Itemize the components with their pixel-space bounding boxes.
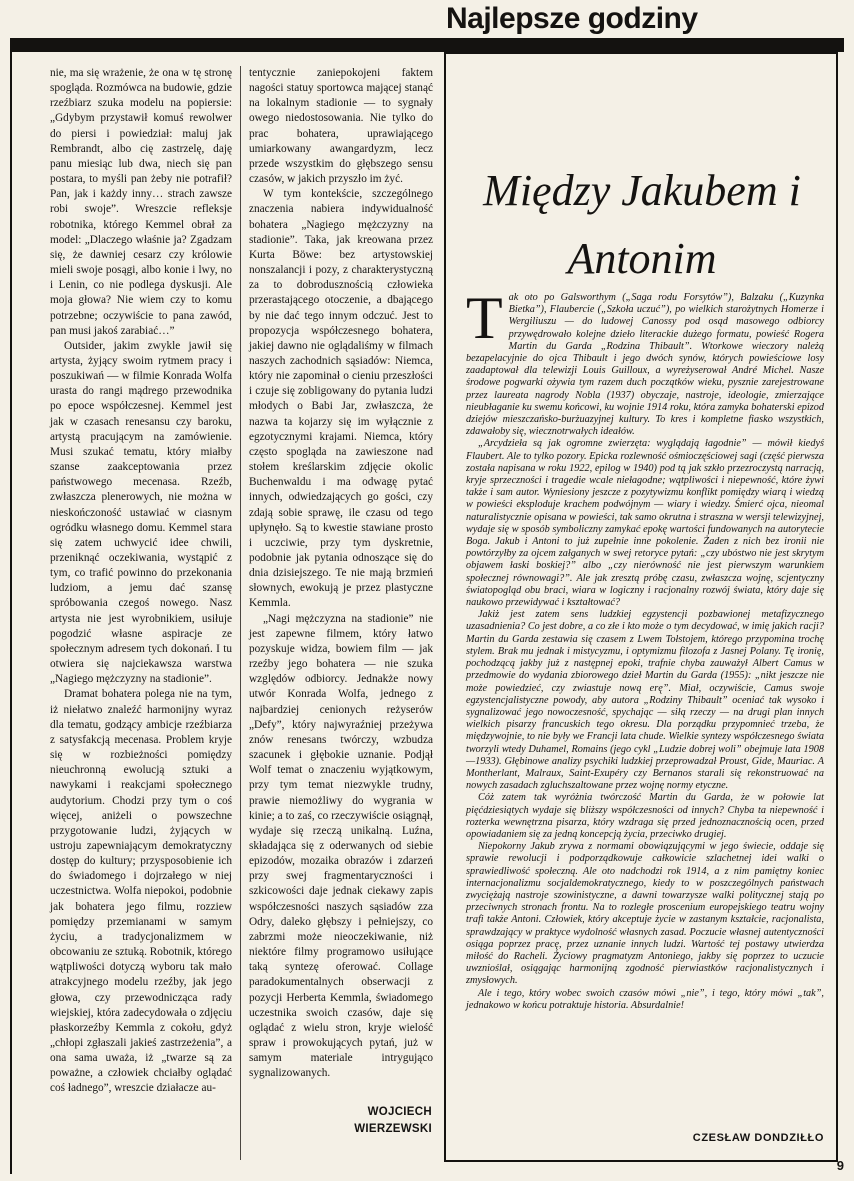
margin-rule <box>10 52 12 1174</box>
paragraph: nie, ma się wrażenie, że ona w tę stronę spogląda. Rozmówca na budowie, gdzie rzeźbiarz szuka modelu na popiersie: „Gdybym przystawił komuś rewolwer do piersi i powiedział: maluj jak Rembrandt, albo cię zastrzelę, daję panu miesiąc lub dwa, niech się pan postara, to myśli pan żeby nie potrafił? Pan, jak i każdy inny… strach zawsze robi swoje”. Wreszcie refleksje robotnika, którego Kemmel obrał za model: „Dlaczego właśnie ja? Zgadzam się, że dawniej cesarz czy królowie mieli swoje posągi, albo konie i lwy, no i Lenin, co nie podlega dyskusji. Ale moja głowa? Nie wiem czy to komu potrzebne; oczywiście to pana zawód, pan musi jakoś zarabiać…” <box>50 67 232 337</box>
left-article-author: WOJCIECH WIERZEWSKI <box>354 1106 432 1135</box>
right-article-author: CZESŁAW DONDZIŁŁO <box>692 1132 824 1144</box>
left-article-column-2 <box>249 66 433 1081</box>
paragraph <box>466 285 824 438</box>
paragraph: tentycznie zaniepokojeni faktem nagości statuy sportowca mającej stanąć na lokalnym stadionie — to sygnały owego niedostosowania. Nie tylko do prac bohatera, uprawiającego umiarkowany awangardyzm, lecz przede wszystkim do głębszego sensu czasów, w jakich przyszło im żyć. <box>249 67 433 186</box>
right-article-body <box>466 285 824 1012</box>
paragraph: Niepokorny Jakub zrywa z normami obowiązującymi w jego świecie, oddaje się sprawie rewolucji i podporządkowuje całkowicie szlachetnej idei walki o sprawiedliwość społeczną. Ale oto nadchodzi rok 1914, a z nim pamiętny koniec internacjonalizmu socjaldemokratycznego, kiedy to w poszczególnych państwach zwyciężają nastroje szowinistyczne, a dawni towarzysze walki politycznej stają po przeciwnych stronach frontu. Na to rozległe proscenium europejskiego teatru wojny trafi także Antoni. Człowiek, który akceptuje życie w zastanym kształcie, racjonalista, sprawdzający w praktyce wydolność własnych zasad. Poczucie własnej autentyczności osiąga poprzez pracę, przez uznanie innych ludzi. Wartość tej postawy utwierdza miłość do Racheli. Życiowy pragmatyzm Antoniego, jakby się poprzez to uczucie uwznioślał, osiągając harmonijną zgodność pierwiastków racjonalistycznych i zmysłowych. <box>466 841 824 987</box>
paragraph: „Nagi mężczyzna na stadionie” nie jest zapewne filmem, który łatwo pozyskuje widza, bowiem film — jak rzeźby jego bohatera — nie szuka względów odbiorcy. Jednakże nowy utwór Konrada Wolfa, jednego z najbardziej cenionych reżyserów „Defy”, który najwyraźniej przeżywa znów renesans twórczy, wzbudza szacunek i głębokie uznanie. Podjął Wolf temat o znaczeniu wyjątkowym, przy tym temat niezwykle trudny, prawie niemożliwy do wygrania w kinie; a to zaś, co rzeczywiście osiągnął, wydaje się rzeczą unikalną. Luźna, składająca się z oderwanych od siebie epizodów, mozaika obrazów i zdarzeń przy swej fragmentaryczności i szkicowości daje jednak ciekawy zapis współczesności naszych sąsiadów zza Odry, daleko głębszy i pełniejszy, co zabrzmi może nieoczekiwanie, niż niektóre filmy programowo usiłujące taką syntezę oferować. Collage paradokumentalnych obserwacji z pozycji Herberta Kemmla, świadomego uczestnika swoich czasów, daje się oglądać z wielu stron, kryje wielość spraw i prowokujących pytań, już w samym materiale intrygująco sygnalizowanych. <box>249 612 433 1080</box>
paragraph: Cóż zatem tak wyróżnia twórczość Martin du Garda, że w połowie lat pięćdziesiątych wydaje się bliższy współczesności od innych? Chyba ta niepewność i rozterka wewnętrzna pisarza, który wzdraga się przed jednoznacznością ocen, przed opowiadaniem się za jedną koncepcją życia, przeciwko drugiej. <box>466 792 824 840</box>
article-title: Między Jakubem i Antonim <box>483 166 801 284</box>
paragraph: Jakiż jest zatem sens ludzkiej egzystencji pozbawionej metafizycznego uzasadnienia? Co jest dobre, a co złe i kto może o tym decydować, w imię jakich racji? Martin du Garda zestawia się czasem z Lwem Tołstojem, którego przypomina trochę stylem. Brak mu jednak i mistycyzmu, i optymizmu filozofa z Jasnej Polany. Tę ironię, pochodzącą jakby już z następnej epoki, trafnie chyba zauważył Albert Camus w przedmowie do wydania zbiorowego dzieł Martin du Garda (1955): „nikt jeszcze nie może powiedzieć, czy zwiastuje nową erę”. Miał, oczywiście, Camus swoje egzystencjalistyczne powody, aby autora „Rodziny Thibault” oceniać tak wysoko i sygnalizować jego nowoczesność, spychając — siłą rzeczy — na drugi plan innych wielkich pisarzy francuskich tego okresu. Dla porządku przypomnieć trzeba, że międzywojnie, to nie były we Francji lata chude. Wielkie syntezy współczesnego świata tworzyli wtedy Duhamel, Romains (jego cykl „Ludzie dobrej woli” obejmuje lata 1908—1933). Głębinowe analizy psychiki ludzkiej przeprowadzał Proust, Gide, Mauriac. A Montherlant, Malraux, Saint-Exupéry czy Bernanos starali się rekonstruować na nowych zasadach zgluchszaltowane przez wojnę normy etyczne. <box>466 609 824 792</box>
header-rule <box>10 38 844 52</box>
page-number: 9 <box>836 1158 844 1173</box>
paragraph-text: ak oto po Galsworthym („Saga rodu Forsytów”), Balzaku („Kuzynka Bietka”), Flaubercie („Szkoła uczuć”), po wielkich starożytnych Homerze i Wergiliuszu — do ludowej Canossy pod osąd masowego odbiorcy przywędrowało kolejne dzieło literackie dużego formatu, powieść Rogera Martin du Garda „Rodzina Thibault”. Wtorkowe wieczory należą bezapelacyjnie do ojca Thibault i jego dwóch synów, których powieściowe losy zaadaptował dla telewizji Louis Guilloux, a wyreżyserował André Michel. Nasze środowe pogwarki ożywia tym razem duch początków wieku, pysznie zarejestrowane przez laureata nagrody Nobla (1937) obyczaje, nastroje, ideologie, zmierzające nieubłaganie ku swemu końcowi, ku wojnie 1914 roku, która zamyka bohaterski epizod dziejów mieszczańsko-burżuazyjnej kultury. To kres i kompletne fiasko wszystkich, zdawałoby się, wiecznotrwałych ideałów. <box>466 292 824 438</box>
left-article-column-1 <box>50 66 232 1097</box>
paragraph: Ale i tego, który wobec swoich czasów mówi „nie”, i tego, który mówi „tak”, jednakowo w końcu potraktuje historia. Absurdalnie! <box>466 987 824 1011</box>
paragraph: Outsider, jakim zwykle jawił się artysta, żyjący swoim rytmem pracy i poszukiwań — w filmie Konrada Wolfa urasta do rangi mądrego przewodnika po epoce współczesnej. Kemmel jest jak w czasach renesansu czy baroku, artystą pracującym na zamówienie. Musi szukać tematu, który miałby szanse zaakceptowania przez państwowego mecenasa. Rzeźb, zwłaszcza plenerowych, nie można w nieskończoność ustawiać w ciasnym ogródku własnego domu. Kemmel stara się zatem uchwycić idee chwili, przeniknąć oczekiwania, wystąpić z tym, co trafić powinno do przekonania ludziom, a jemu dać szansę spróbowania czegoś nowego. Nasz artysta nie jest wyrobnikiem, usiłuje pogodzić własne aspiracje ze społecznym adresem tych dokonań. I tu otwiera się najciekawsza warstwa „Nagiego mężczyzny na stadionie”. <box>50 339 232 686</box>
section-title: Najlepsze godziny <box>446 2 698 35</box>
paragraph: Dramat bohatera polega nie na tym, iż niełatwo znaleźć harmonijny wyraz dla tematu, godzący ambicje rzeźbiarza z satysfakcją mecenasa. Problem kryje się w rozbieżności pomiędzy nieuchronną ewolucją sztuki a nawykami i reakcjami społecznego audytorium. Chodzi przy tym o coś więcej, aniżeli o powszechne przygotowanie ludzi, żyjących w ustroju zapewniającym demokratyczny dostęp do kultury; przysposobienie ich do świadomego i dojrzałego w niej uczestnictwa. Wolfa niepokoi, podobnie jak bohatera jego filmu, rozziew pomiędzy przemianami w samym życiu, a tradycjonalizmem w obcowaniu ze sztuką. Robotnik, którego wątpliwości dotyczą wyboru tak mało atrakcyjnego modelu rzeźby, jak jego głowa, czy przewodnicząca rady wiejskiej, która zadecydowała o zdjęciu płaskorzeźby Kemmla z cokołu, gdyż „chłopi zgłaszali jakieś zastrzeżenia”, a ona sama uważa, iż „twarze są za poważne, a człowiek chciałby oglądać coś ładnego”, wreszcie działacze au- <box>50 688 232 1095</box>
paragraph: „Arcydzieła są jak ogromne zwierzęta: wyglądają łagodnie” — mówił kiedyś Flaubert. Ale to tylko pozory. Epicka rozlewność ośmioczęściowej sagi (część pierwsza została napisana w roku 1922, epilog w 1940) pod tą jak szkło przezroczystą narracją, kryje sprzeczności i tragedie wcale niełagodne; wątpliwości i niepewność, które żywi także i sam autor. Wyniesiony jeszcze z pozytywizmu konflikt pomiędzy wiarą i wiedzą w powieści eksploduje krachem podwójnym — wiary i wiedzy. Śmierć ojca, nieomal naturalistycznie opisana w powieści, tak samo okrutna i straszna w wersji telewizyjnej, wydaje się w sposób symboliczny zamykać epokę wartości fundowanych na autorytecie Boga. Jakub i Antoni to już zupełnie inne pokolenie. Żaden z nich bez ironii nie powtórzyłby za ojcem załganych w swej retoryce pytań: „czy ubóstwo nie jest skrytym objawem łaski boskiej?” albo „czy nierówność nie jest pierwszym warunkiem społecznej równowagi?”. Ale jak zresztą próbę czasu, zwłaszcza wojnę, scjentyczny światopogląd obu braci, wiara w logiczny i racjonalny rozwój świata, który daje się naukowo przewidywać i kształtować? <box>466 438 824 609</box>
drop-cap: T <box>466 285 503 351</box>
paragraph: W tym kontekście, szczególnego znaczenia nabiera indywidualność bohatera „Nagiego mężczyzny na stadionie”. Taka, jak kreowana przez Kurta Böwe: bez artystowskiej nonszalancji i pozy, z charakterystyczną za to dobrodusznością człowieka przerastającego otoczenie, a dbającego by nie dać tego innym odczuć. Jest to propozycja współczesnego bohatera, jakiej dawno nie oglądaliśmy w filmach naszych zachodnich sąsiadów: Niemca, który nie zapominał o cieniu przeszłości i czuje się zobligowany do pytania ludzi młodych o Babi Jar, zwłaszcza, że nazwa ta kojarzy się im wyłącznie z egzotycznymi krajami. Niemca, który często spogląda na zawieszone nad stołem kreślarskim zdjęcie okolic Buchenwaldu i ma odwagę pytać innych, odwiedzających go gości, czy zdają sobie sprawę, ile czasu od tego upłynęło. Są to kwestie stawiane prosto i uczciwie, przy tym dyskretnie, podobnie jak pytania odnoszące się do dnia dzisiejszego. Te nie mają brzmień słownych, ewokują je przez plastyczne Kemmla. <box>249 188 433 610</box>
column-divider <box>240 66 241 1160</box>
